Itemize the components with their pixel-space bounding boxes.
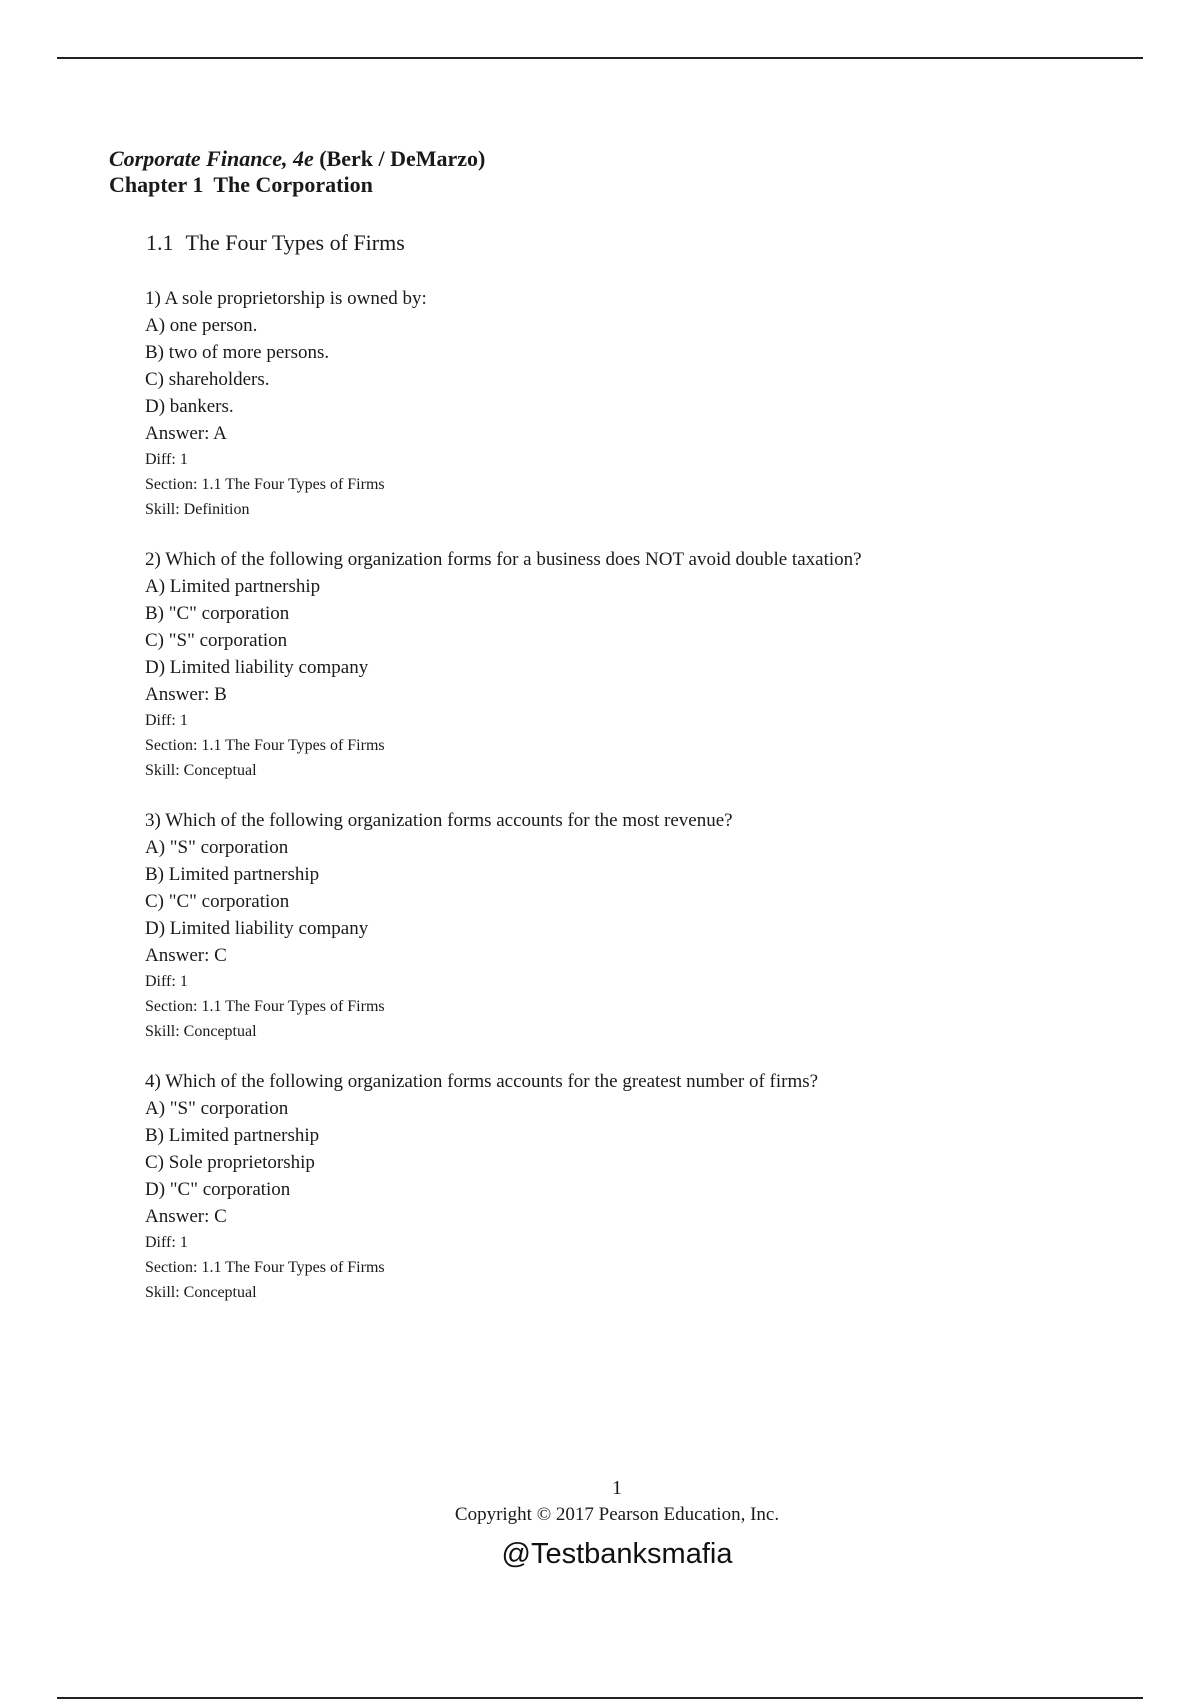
difficulty: Diff: 1 — [145, 973, 188, 990]
difficulty: Diff: 1 — [145, 1234, 188, 1251]
answer: Answer: B — [145, 684, 227, 705]
question-prompt: 1) A sole proprietorship is owned by: — [145, 288, 427, 309]
question-1 — [145, 285, 427, 522]
section-ref: Section: 1.1 The Four Types of Firms — [145, 1259, 385, 1276]
option-c: C) "C" corporation — [145, 891, 290, 912]
chapter-title: The Corporation — [213, 172, 373, 197]
question-4 — [145, 1068, 818, 1305]
question-prompt: 2) Which of the following organization forms for a business does NOT avoid double taxation? — [145, 549, 862, 570]
option-c: C) Sole proprietorship — [145, 1152, 315, 1173]
top-rule — [57, 57, 1143, 59]
option-b: B) Limited partnership — [145, 864, 320, 885]
book-title: Corporate Finance, 4e — [109, 146, 314, 171]
option-c: C) "S" corporation — [145, 630, 288, 651]
answer: Answer: C — [145, 1206, 227, 1227]
question-prompt: 4) Which of the following organization forms accounts for the greatest number of firms? — [145, 1071, 819, 1092]
question-prompt: 3) Which of the following organization forms accounts for the most revenue? — [145, 810, 733, 831]
option-d: D) Limited liability company — [145, 657, 369, 678]
section-heading — [146, 229, 405, 257]
page-number: 1 — [612, 1477, 622, 1499]
watermark-text: @Testbanksmafia — [501, 1538, 733, 1570]
option-d: D) Limited liability company — [145, 918, 369, 939]
chapter-label: Chapter 1 — [109, 172, 204, 197]
skill: Skill: Conceptual — [145, 1284, 257, 1301]
answer: Answer: A — [145, 423, 227, 444]
question-3 — [145, 807, 733, 1044]
section-number: 1.1 — [146, 230, 174, 255]
option-d: D) "C" corporation — [145, 1179, 291, 1200]
option-a: A) "S" corporation — [145, 1098, 289, 1119]
answer: Answer: C — [145, 945, 227, 966]
difficulty: Diff: 1 — [145, 451, 188, 468]
bottom-rule — [57, 1697, 1143, 1699]
option-d: D) bankers. — [145, 396, 234, 417]
skill: Skill: Conceptual — [145, 762, 257, 779]
difficulty: Diff: 1 — [145, 712, 188, 729]
option-b: B) Limited partnership — [145, 1125, 320, 1146]
section-ref: Section: 1.1 The Four Types of Firms — [145, 476, 385, 493]
option-a: A) one person. — [145, 315, 258, 336]
chapter-heading — [109, 172, 485, 198]
section-ref: Section: 1.1 The Four Types of Firms — [145, 998, 385, 1015]
option-b: B) two of more persons. — [145, 342, 330, 363]
copyright-notice: Copyright © 2017 Pearson Education, Inc. — [454, 1504, 780, 1525]
section-ref: Section: 1.1 The Four Types of Firms — [145, 737, 385, 754]
question-2 — [145, 546, 862, 783]
skill: Skill: Definition — [145, 501, 250, 518]
option-a: A) Limited partnership — [145, 576, 321, 597]
option-a: A) "S" corporation — [145, 837, 289, 858]
document-header — [109, 146, 485, 198]
book-authors: (Berk / DeMarzo) — [319, 146, 486, 171]
skill: Skill: Conceptual — [145, 1023, 257, 1040]
option-b: B) "C" corporation — [145, 603, 290, 624]
section-title: The Four Types of Firms — [185, 230, 405, 255]
option-c: C) shareholders. — [145, 369, 270, 390]
